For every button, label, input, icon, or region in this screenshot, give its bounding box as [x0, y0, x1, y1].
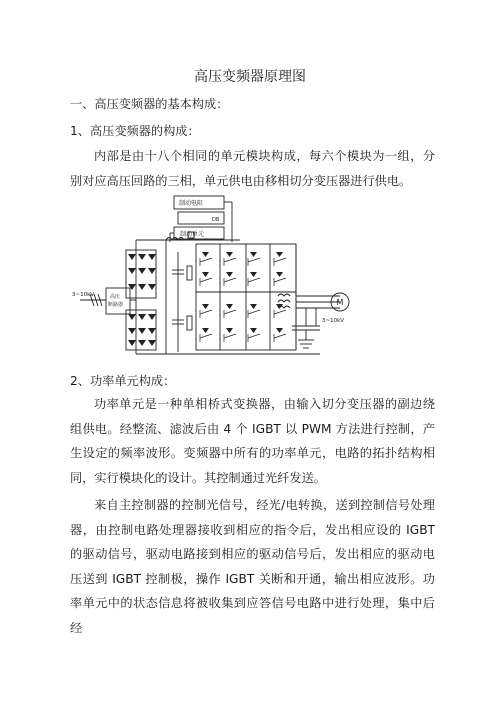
page-title: 高压变频器原理图 [194, 69, 306, 85]
hv-breaker-label-1: 高压 [110, 294, 121, 300]
paragraph-control: 来自主控制器的控制光信号，经光/电转换，送到控制信号处理器，由控制电路处理器接收到相应的指令后，发出相应设的 IGBT 的驱动信号，驱动电路接到相应的驱动信号后，发出相应的驱动电压送到 IGBT 控制极，操作 IGBT 关断和开通，输出相应波形。功率单元中的状态信息将被收集到应答信号电路中进行处理，集中后经 [70, 498, 435, 635]
brake-resistor-label: 制动电阻 [179, 200, 204, 207]
motor-label: M [336, 298, 344, 307]
output-voltage-label: 3~10kV [322, 318, 345, 324]
brake-unit-label: 制动单元 [180, 231, 205, 238]
subsection-heading-2: 2、功率单元构成： [70, 374, 176, 388]
input-voltage-label: 3~10kV [72, 292, 95, 298]
paragraph-power-unit: 功率单元是一种单相桥式变换器，由输入切分变压器的副边绕组供电。经整流、滤波后由 4 个 IGBT 以 PWM 方法进行控制，产生设定的频率波形。变频器中所有的功率单元，电路的拓扑结构相同，实行模块化的设计。其控制通过光纤发送。 [70, 397, 435, 485]
circuit-diagram [70, 192, 370, 358]
db-label: DB [212, 217, 220, 223]
paragraph-composition: 内部是由十八个相同的单元模块构成，每六个模块为一组，分别对应高压回路的三相，单元供电由移相切分变压器进行供电。 [70, 149, 435, 188]
subsection-heading: 1、高压变频器的构成： [70, 124, 200, 138]
hv-breaker-label-2: 断路器 [108, 302, 124, 308]
section-heading: 一、高压变频器的基本构成： [70, 97, 229, 111]
